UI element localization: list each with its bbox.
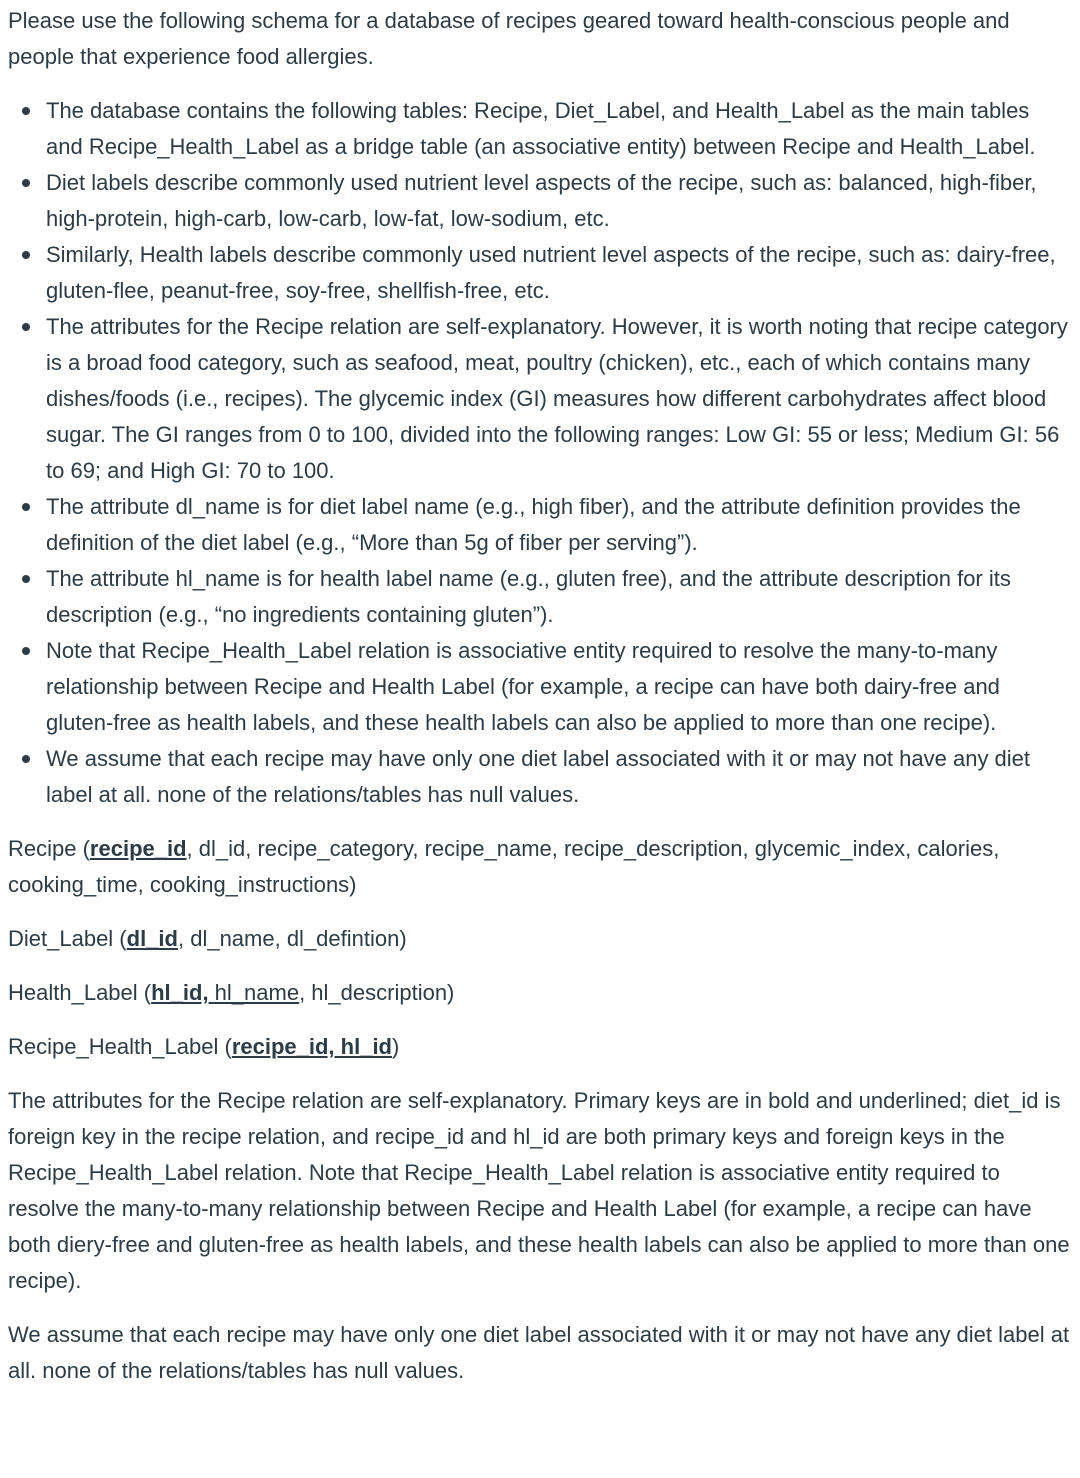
schema-health-label: [8, 975, 1070, 1011]
table-name: Recipe_Health_Label (: [8, 1034, 232, 1059]
list-item: The database contains the following tables: Recipe, Diet_Label, and Health_Label as the main tables and Recipe_Health_Label as a bridge table (an associative entity) between Recipe and Health_Label.: [46, 93, 1070, 165]
list-item: The attribute hl_name is for health label name (e.g., gluten free), and the attribute description for its description (e.g., “no ingredients containing gluten”).: [46, 561, 1070, 633]
table-name: Diet_Label (: [8, 926, 127, 951]
schema-recipe-health-label: [8, 1029, 1070, 1065]
list-item: Similarly, Health labels describe commonly used nutrient level aspects of the recipe, such as: dairy-free, gluten-flee, peanut-free, soy-free, shellfish-free, etc.: [46, 237, 1070, 309]
notes-paragraph: The attributes for the Recipe relation are self-explanatory. Primary keys are in bold and underlined; diet_id is foreign key in the recipe relation, and recipe_id and hl_id are both primary keys and foreign keys in the Recipe_Health_Label relation. Note that Recipe_Health_Label relation is associative entity required to resolve the many-to-many relationship between Recipe and Health Label (for example, a recipe can have both diery-free and gluten-free as health labels, and these health labels can also be applied to more than one recipe).: [8, 1088, 1070, 1293]
requirements-list: [8, 93, 1070, 813]
list-item: We assume that each recipe may have only one diet label associated with it or may not have any diet label at all. none of the relations/tables has null values.: [46, 741, 1070, 813]
assumption-paragraph: We assume that each recipe may have only one diet label associated with it or may not have any diet label at all. none of the relations/tables has null values.: [8, 1322, 1070, 1383]
primary-key: recipe_id, hl_id: [231, 1034, 392, 1059]
attribute-list: ): [392, 1034, 400, 1059]
schema-diet-label: [8, 921, 1070, 957]
attribute-list: , hl_description): [299, 980, 455, 1005]
table-name: Health_Label (: [8, 980, 152, 1005]
primary-key: hl_id,: [151, 980, 209, 1005]
primary-key: dl_id: [126, 926, 178, 951]
primary-key: recipe_id: [89, 836, 187, 861]
list-item: Diet labels describe commonly used nutrient level aspects of the recipe, such as: balanced, high-fiber, high-protein, high-carb, low-carb, low-fat, low-sodium, etc.: [46, 165, 1070, 237]
list-item: The attribute dl_name is for diet label name (e.g., high fiber), and the attribute definition provides the definition of the diet label (e.g., “More than 5g of fiber per serving”).: [46, 489, 1070, 561]
table-name: Recipe (: [8, 836, 90, 861]
attribute-list: , dl_id, recipe_category, recipe_name, recipe_description, glycemic_index, calories, cooking_time, cooking_instructions): [8, 836, 1000, 897]
list-item: The attributes for the Recipe relation are self-explanatory. However, it is worth noting that recipe category is a broad food category, such as seafood, meat, poultry (chicken), etc., each of which contains many dishes/foods (i.e., recipes). The glycemic index (GI) measures how different carbohydrates affect blood sugar. The GI ranges from 0 to 100, divided into the following ranges: Low GI: 55 or less; Medium GI: 56 to 69; and High GI: 70 to 100.: [46, 309, 1070, 489]
list-item: Note that Recipe_Health_Label relation is associative entity required to resolve the many-to-many relationship between Recipe and Health Label (for example, a recipe can have both dairy-free and gluten-free as health labels, and these health labels can also be applied to more than one recipe).: [46, 633, 1070, 741]
underlined-attribute: hl_name: [208, 980, 300, 1005]
schema-recipe: [8, 831, 1070, 903]
attribute-list: , dl_name, dl_defintion): [177, 926, 407, 951]
intro-paragraph: Please use the following schema for a database of recipes geared toward health-conscious people and people that experience food allergies.: [8, 8, 1010, 69]
